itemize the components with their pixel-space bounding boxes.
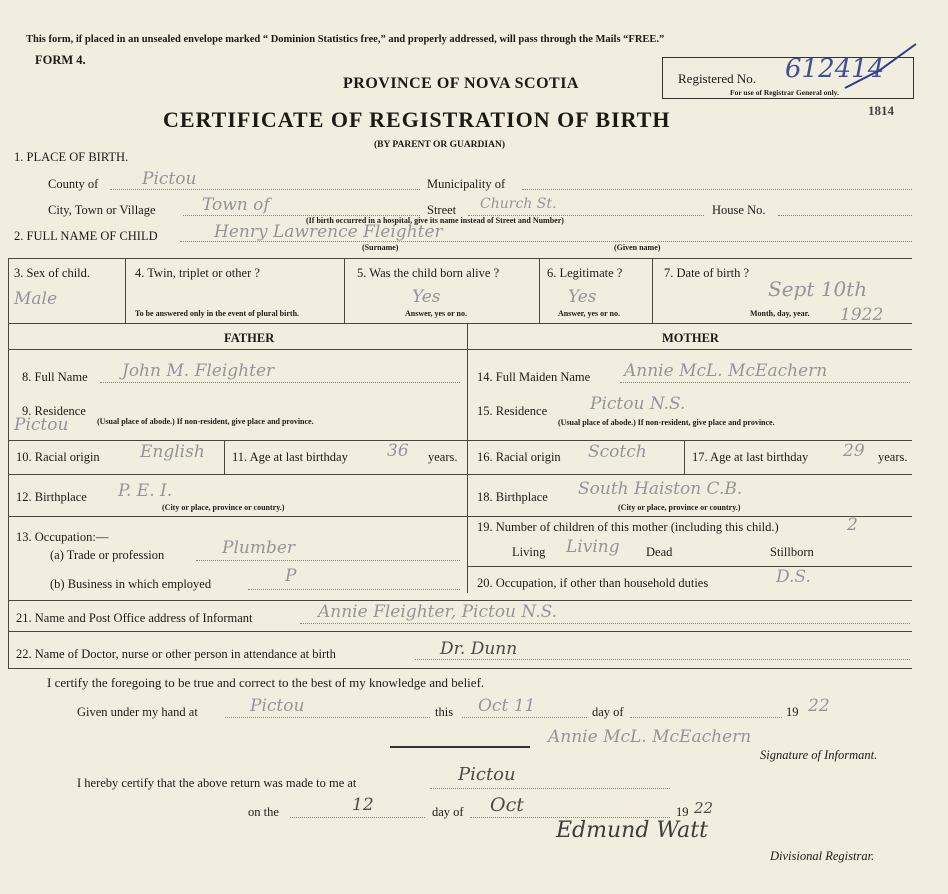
- registration-year-value: 22: [694, 799, 714, 817]
- father-occupation-label: 13. Occupation:—: [16, 530, 109, 544]
- twin-label: 4. Twin, triplet or other ?: [135, 266, 260, 280]
- hospital-note: (If birth occurred in a hospital, give its name instead of Street and Number): [306, 216, 564, 225]
- registration-day-value: 12: [352, 795, 374, 815]
- alive-label: 5. Was the child born alive ?: [357, 266, 500, 280]
- certificate-subtitle: (BY PARENT OR GUARDIAN): [374, 140, 505, 150]
- year-prefix: 19: [786, 705, 799, 719]
- mother-name-value: Annie McL. McEachern: [624, 361, 828, 381]
- father-birthplace-value: P. E. I.: [118, 481, 173, 501]
- living-value: Living: [566, 537, 620, 557]
- mother-birthplace-value: South Haiston C.B.: [578, 479, 743, 499]
- given-name-note: (Given name): [614, 243, 661, 252]
- mother-occupation-value: D.S.: [776, 567, 811, 587]
- date-birth-year: 1922: [840, 305, 884, 325]
- registrar-place-value: Pictou: [458, 764, 516, 785]
- stamp-number: 1814: [868, 103, 894, 118]
- registered-number: 612414: [785, 54, 885, 84]
- father-racial-value: English: [140, 442, 205, 462]
- twin-note: To be answered only in the event of plural birth.: [135, 309, 300, 318]
- mother-heading: MOTHER: [662, 331, 719, 345]
- mother-occupation-label: 20. Occupation, if other than household duties: [477, 576, 709, 590]
- informant-label: 21. Name and Post Office address of Informant: [16, 611, 253, 625]
- mother-name-label: 14. Full Maiden Name: [477, 370, 591, 384]
- father-birthplace-label: 12. Birthplace: [16, 490, 87, 504]
- mother-age-label: 17. Age at last birthday: [692, 450, 809, 464]
- mother-racial-value: Scotch: [588, 442, 647, 462]
- given-at-value: Pictou: [250, 696, 305, 716]
- county-label: County of: [48, 177, 99, 191]
- registered-label: Registered No.: [678, 71, 756, 86]
- mail-notice: This form, if placed in an unsealed envelope marked “ Dominion Statistics free,” and properly addressed, will pass through the Mails “FREE.”: [26, 34, 665, 45]
- doctor-label: 22. Name of Doctor, nurse or other person in attendance at birth: [16, 647, 336, 661]
- given-year-value: 22: [808, 696, 830, 716]
- date-birth-label: 7. Date of birth ?: [664, 266, 750, 280]
- full-name-label: 2. FULL NAME OF CHILD: [14, 229, 158, 243]
- doctor-value: Dr. Dunn: [440, 639, 518, 659]
- registration-month-value: Oct: [490, 794, 524, 816]
- father-trade-value: Plumber: [222, 538, 296, 558]
- mother-birthplace-label: 18. Birthplace: [477, 490, 548, 504]
- blue-check-mark: [840, 40, 920, 100]
- street-label: Street: [427, 203, 457, 217]
- mother-racial-label: 16. Racial origin: [477, 450, 561, 464]
- street-value: Church St.: [480, 196, 557, 212]
- father-birthplace-note: (City or place, province or country.): [162, 503, 285, 512]
- registrar-signature: Edmund Watt: [556, 818, 708, 843]
- date-birth-value: Sept 10th: [768, 277, 868, 301]
- mother-residence-note: (Usual place of abode.) If non-resident, give place and province.: [558, 418, 775, 427]
- place-of-birth-label: 1. PLACE OF BIRTH.: [14, 150, 129, 164]
- father-age-value: 36: [387, 441, 409, 461]
- father-years-label: years.: [428, 450, 458, 464]
- father-racial-label: 10. Racial origin: [16, 450, 100, 464]
- province-heading: PROVINCE OF NOVA SCOTIA: [343, 75, 579, 92]
- informant-signature: Annie McL. McEachern: [548, 727, 752, 747]
- hereby-certify-label: I hereby certify that the above return was made to me at: [77, 776, 357, 790]
- dead-label: Dead: [646, 545, 673, 559]
- given-under-label: Given under my hand at: [77, 705, 198, 719]
- father-age-label: 11. Age at last birthday: [232, 450, 348, 464]
- year-prefix-2: 19: [676, 805, 689, 819]
- divisional-registrar-label: Divisional Registrar.: [770, 849, 875, 863]
- mother-children-label: 19. Number of children of this mother (including this child.): [477, 520, 779, 534]
- city-value: Town of: [202, 195, 270, 215]
- informant-value: Annie Fleighter, Pictou N.S.: [318, 602, 558, 622]
- sex-value: Male: [14, 289, 58, 309]
- municipality-label: Municipality of: [427, 177, 506, 191]
- father-business-label: (b) Business in which employed: [50, 577, 212, 591]
- father-residence-label: 9. Residence: [22, 404, 86, 418]
- mother-children-value: 2: [847, 515, 858, 535]
- county-value: Pictou: [142, 169, 197, 189]
- alive-note: Answer, yes or no.: [405, 309, 468, 318]
- on-the-label: on the: [248, 805, 279, 819]
- city-label: City, Town or Village: [48, 203, 156, 217]
- father-name-value: John M. Fleighter: [122, 361, 275, 381]
- this-label: this: [435, 705, 454, 719]
- signature-informant-label: Signature of Informant.: [760, 748, 878, 762]
- mother-years-label: years.: [878, 450, 908, 464]
- father-residence-note: (Usual place of abode.) If non-resident, give place and province.: [97, 417, 314, 426]
- form-number: FORM 4.: [35, 53, 86, 67]
- alive-value: Yes: [412, 287, 441, 307]
- sex-label: 3. Sex of child.: [14, 266, 91, 280]
- house-label: House No.: [712, 203, 766, 217]
- certify-statement: I certify the foregoing to be true and correct to the best of my knowledge and belief.: [47, 675, 485, 690]
- mother-residence-label: 15. Residence: [477, 404, 548, 418]
- father-trade-label: (a) Trade or profession: [50, 548, 165, 562]
- date-birth-note: Month, day, year.: [750, 309, 810, 318]
- registrar-note: For use of Registrar General only.: [730, 88, 839, 97]
- stillborn-label: Stillborn: [770, 545, 814, 559]
- child-name-value: Henry Lawrence Fleighter: [214, 222, 443, 242]
- father-heading: FATHER: [224, 331, 275, 345]
- day-of-label-2: day of: [432, 805, 464, 819]
- mother-birthplace-note: (City or place, province or country.): [618, 503, 741, 512]
- father-residence-value: Pictou: [14, 415, 69, 435]
- father-business-value: P: [285, 566, 297, 586]
- mother-age-value: 29: [843, 441, 865, 461]
- legitimate-value: Yes: [568, 287, 597, 307]
- mother-residence-value: Pictou N.S.: [590, 394, 686, 414]
- surname-note: (Surname): [362, 243, 399, 252]
- day-of-label: day of: [592, 705, 624, 719]
- certificate-title: CERTIFICATE OF REGISTRATION OF BIRTH: [163, 107, 671, 132]
- legitimate-label: 6. Legitimate ?: [547, 266, 623, 280]
- legitimate-note: Answer, yes or no.: [558, 309, 621, 318]
- living-label: Living: [512, 545, 546, 559]
- father-name-label: 8. Full Name: [22, 370, 88, 384]
- given-day-value: Oct 11: [478, 696, 536, 716]
